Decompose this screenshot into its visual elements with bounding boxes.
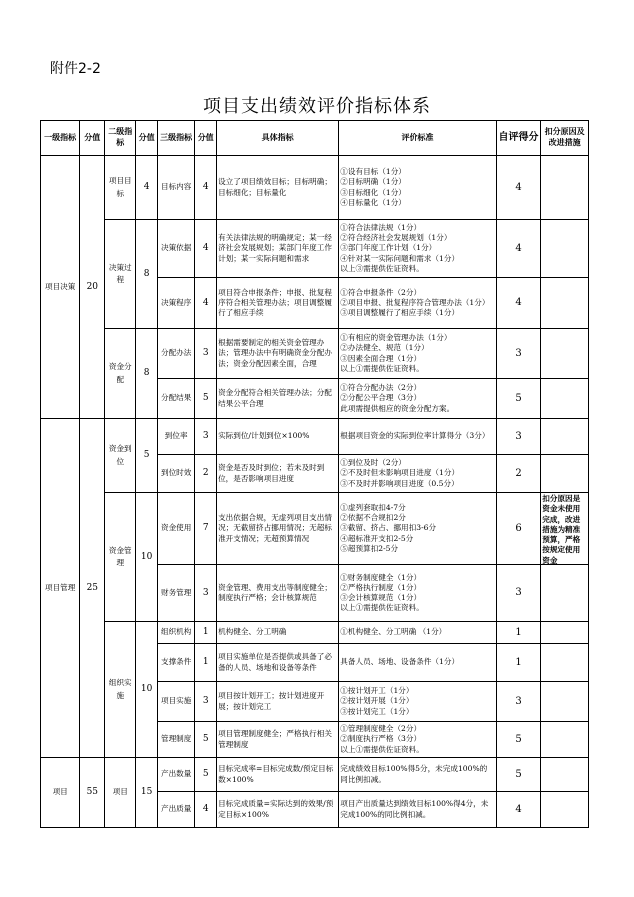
self-score-cell: 4 [496, 278, 541, 329]
reason-cell [541, 722, 589, 758]
criteria-cell: ①符合法律法规（1分） ②符合经济社会发展规划（1分） ③部门年度工作计划（1分） ④针对某一实际问题和需求（1分） 以上③需提供佐证资料。 [339, 220, 496, 278]
s3-cell: 3 [195, 565, 217, 622]
l3-cell: 到位率 [158, 419, 195, 455]
criteria-cell: ①符合申报条件（2分） ②项目申报、批复程序符合管理办法（1分） ③项目调整履行了相应手续（1分） [339, 278, 496, 329]
self-score-cell: 3 [496, 419, 541, 455]
reason-cell [541, 379, 589, 419]
s3-cell: 2 [195, 455, 217, 493]
criteria-cell: ①按计划开工（1分） ②按计划开展（1分） ③按计划完工（1分） [339, 682, 496, 722]
header-reason: 扣分原因及改进措施 [541, 121, 589, 156]
l3-cell: 产出数量 [158, 758, 195, 792]
table-row [41, 220, 589, 278]
detail-cell: 有关法律法规的明确规定；某一经济社会发展规划；某部门年度工作计划；某一实际问题和需求 [217, 220, 339, 278]
l3-cell: 财务管理 [158, 565, 195, 622]
self-score-cell: 2 [496, 455, 541, 493]
l3-cell: 项目实施 [158, 682, 195, 722]
detail-cell: 项目符合申报条件；申报、批复程序符合相关管理办法；项目调整履行了相应手续 [217, 278, 339, 329]
header-s3: 分值 [195, 121, 217, 156]
reason-cell [541, 419, 589, 455]
header-detail: 具体指标 [217, 121, 339, 156]
self-score-cell: 5 [496, 758, 541, 792]
criteria-cell: ①财务制度健全（1分） ②严格执行制度（1分） ③会计核算规范（1分） 以上①需提供佐证资料。 [339, 565, 496, 622]
header-s2: 分值 [136, 121, 158, 156]
reason-cell [541, 329, 589, 379]
l3-cell: 资金使用 [158, 493, 195, 565]
l3-cell: 管理制度 [158, 722, 195, 758]
criteria-cell: ①管理制度健全（2分） ②制度执行严格（3分） 以上①需提供佐证资料。 [339, 722, 496, 758]
detail-cell: 根据需要制定的相关资金管理办法；管理办法中有明确资金分配办法；资金分配因素全面，合理 [217, 329, 339, 379]
l1-cell: 项目 [41, 758, 80, 828]
l1-cell: 项目决策 [41, 156, 80, 419]
table-row [41, 329, 589, 379]
detail-cell: 项目实施单位是否提供或具备了必备的人员、场地和设备等条件 [217, 644, 339, 682]
reason-cell [541, 622, 589, 644]
reason-cell [541, 220, 589, 278]
header-criteria: 评价标准 [339, 121, 496, 156]
detail-cell: 资金管理、费用支出等制度健全；制度执行严格；会计核算规范 [217, 565, 339, 622]
criteria-cell: ①机构健全、分工明确 （1分） [339, 622, 496, 644]
criteria-cell: 根据项目资金的实际到位率计算得分（3分） [339, 419, 496, 455]
l3-cell: 支撑条件 [158, 644, 195, 682]
s2-cell: 10 [136, 622, 158, 758]
l3-cell: 分配办法 [158, 329, 195, 379]
s1-cell: 55 [80, 758, 105, 828]
criteria-cell: 具备人员、场地、设备条件（1分） [339, 644, 496, 682]
reason-cell [541, 565, 589, 622]
criteria-cell: ①到位及时（2分） ②不及时但未影响项目进度（1分） ③不及时并影响项目进度（0.5分） [339, 455, 496, 493]
s3-cell: 4 [195, 220, 217, 278]
s3-cell: 7 [195, 493, 217, 565]
reason-cell [541, 156, 589, 220]
criteria-cell: 完成绩效目标100%得5分，未完成100%的同比例扣减。 [339, 758, 496, 792]
l3-cell: 决策依据 [158, 220, 195, 278]
s3-cell: 3 [195, 682, 217, 722]
l2-cell: 组织实施 [105, 622, 136, 758]
l2-cell: 资金分配 [105, 329, 136, 419]
s2-cell: 10 [136, 493, 158, 622]
s3-cell: 3 [195, 329, 217, 379]
s3-cell: 5 [195, 722, 217, 758]
self-score-cell: 5 [496, 722, 541, 758]
self-score-cell: 4 [496, 792, 541, 828]
header-s1: 分值 [80, 121, 105, 156]
criteria-cell: ①虚列套取扣4-7分 ②依据不合规扣2分 ③截留、挤占、挪用扣3-6分 ④超标准开支扣2-5分 ⑤超预算扣2-5分 [339, 493, 496, 565]
l1-cell: 项目管理 [41, 419, 80, 758]
detail-cell: 机构健全、分工明确 [217, 622, 339, 644]
s2-cell: 15 [136, 758, 158, 828]
s3-cell: 5 [195, 758, 217, 792]
detail-cell: 目标完成率=目标完成数/预定目标数×100% [217, 758, 339, 792]
self-score-cell: 3 [496, 565, 541, 622]
reason-cell [541, 644, 589, 682]
s3-cell: 4 [195, 792, 217, 828]
l3-cell: 目标内容 [158, 156, 195, 220]
header-self-score: 自评得分 [496, 121, 541, 156]
s1-cell: 20 [80, 156, 105, 419]
self-score-cell: 6 [496, 493, 541, 565]
table-row [41, 419, 589, 455]
l3-cell: 决策程序 [158, 278, 195, 329]
header-l3: 三级指标 [158, 121, 195, 156]
table-row [41, 622, 589, 644]
page-title: 项目支出绩效评价指标体系 [203, 96, 431, 117]
l3-cell: 到位时效 [158, 455, 195, 493]
detail-cell: 支出依据合规，无虚列项目支出情况；无截留挤占挪用情况；无超标准开支情况；无超预算情况 [217, 493, 339, 565]
reason-cell [541, 278, 589, 329]
s3-cell: 5 [195, 379, 217, 419]
l2-cell: 项目目标 [105, 156, 136, 220]
criteria-cell: ①有相应的资金管理办法（1分） ②办法健全、规范（1分） ③因素全面合理（1分） 以上①需提供佐证资料。 [339, 329, 496, 379]
l3-cell: 产出质量 [158, 792, 195, 828]
l2-cell: 资金管理 [105, 493, 136, 622]
detail-cell: 目标完成质量=实际达到的效果/预定目标×100% [217, 792, 339, 828]
criteria-cell: 项目产出质量达到绩效目标100%得4分，未完成100%的同比例扣减。 [339, 792, 496, 828]
self-score-cell: 4 [496, 156, 541, 220]
reason-cell [541, 682, 589, 722]
self-score-cell: 1 [496, 622, 541, 644]
indicator-table [40, 120, 589, 828]
self-score-cell: 5 [496, 379, 541, 419]
criteria-cell: ①符合分配办法（2分） ②分配公平合理（3分） 此项需提供相应的资金分配方案。 [339, 379, 496, 419]
header-l1: 一级指标 [41, 121, 80, 156]
l3-cell: 组织机构 [158, 622, 195, 644]
s2-cell: 5 [136, 419, 158, 493]
reason-cell [541, 758, 589, 792]
s3-cell: 4 [195, 278, 217, 329]
l2-cell: 资金到位 [105, 419, 136, 493]
s1-cell: 25 [80, 419, 105, 758]
s3-cell: 1 [195, 644, 217, 682]
detail-cell: 项目按计划开工；按计划进度开展；按计划完工 [217, 682, 339, 722]
s2-cell: 4 [136, 156, 158, 220]
l3-cell: 分配结果 [158, 379, 195, 419]
detail-cell: 项目管理制度健全；严格执行相关管理制度 [217, 722, 339, 758]
detail-cell: 设立了项目绩效目标；目标明确；目标细化；目标量化 [217, 156, 339, 220]
self-score-cell: 3 [496, 682, 541, 722]
self-score-cell: 1 [496, 644, 541, 682]
s2-cell: 8 [136, 220, 158, 329]
s3-cell: 4 [195, 156, 217, 220]
detail-cell: 资金是否及时到位；若未及时到位，是否影响项目进度 [217, 455, 339, 493]
s3-cell: 1 [195, 622, 217, 644]
reason-cell [541, 493, 589, 565]
reason-cell [541, 455, 589, 493]
s2-cell: 8 [136, 329, 158, 419]
header-row [41, 121, 589, 156]
detail-cell: 资金分配符合相关管理办法；分配结果公平合理 [217, 379, 339, 419]
table-row [41, 758, 589, 792]
reason-text: 扣分原因是资金未使用完成，改进措施为精准预算，严格按规定使用资金 [542, 494, 581, 564]
self-score-cell: 4 [496, 220, 541, 278]
detail-cell: 实际到位/计划到位×100% [217, 419, 339, 455]
criteria-cell: ①设有目标（1分） ②目标明确（1分） ③目标细化（1分） ④目标量化（1分） [339, 156, 496, 220]
table-row [41, 493, 589, 565]
table-row [41, 156, 589, 220]
l2-cell: 项目 [105, 758, 136, 828]
reason-cell [541, 792, 589, 828]
self-score-cell: 3 [496, 329, 541, 379]
attachment-label: 附件2-2 [50, 61, 101, 77]
s3-cell: 3 [195, 419, 217, 455]
l2-cell: 决策过程 [105, 220, 136, 329]
header-l2: 二级指标 [105, 121, 136, 156]
